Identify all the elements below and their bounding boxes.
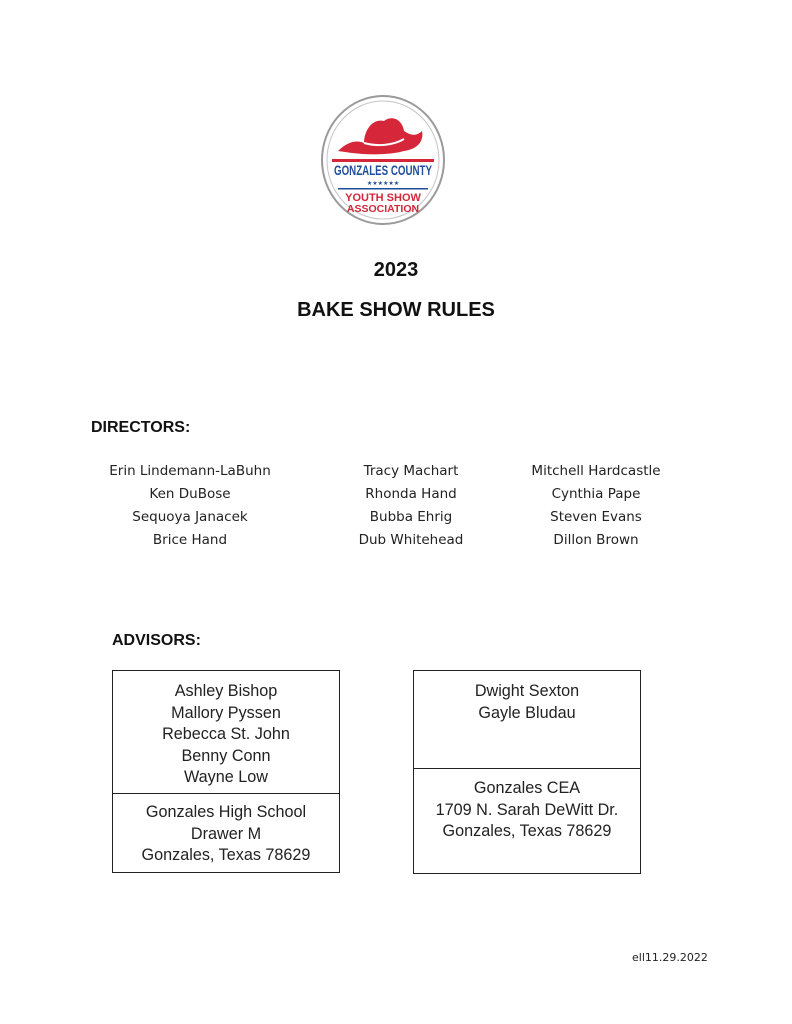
director-name: Steven Evans [550, 509, 642, 525]
revision-code: ell11.29.2022 [632, 951, 708, 964]
address-line: Gonzales High School [145, 803, 307, 821]
advisors-box-high-school [112, 670, 340, 873]
advisor-name: Mallory Pyssen [171, 703, 281, 722]
document-year: 2023 [373, 259, 419, 281]
advisor-name: Wayne Low [184, 768, 268, 786]
document-title: BAKE SHOW RULES [297, 299, 495, 321]
advisors-heading: ADVISORS: [112, 632, 201, 649]
address-line: Gonzales, Texas 78629 [141, 846, 311, 864]
logo-text-youth-show: YOUTH SHOW [345, 192, 421, 204]
advisor-address [113, 802, 339, 867]
address-line: 1709 N. Sarah DeWitt Dr. [435, 800, 619, 819]
advisor-name: Gayle Bludau [478, 703, 576, 722]
directors-heading: DIRECTORS: [91, 419, 191, 436]
director-name: Cynthia Pape [551, 486, 641, 502]
advisor-address [414, 778, 640, 843]
advisor-name: Ashley Bishop [174, 682, 278, 700]
director-name: Sequoya Janacek [132, 509, 248, 525]
director-name: Dub Whitehead [358, 532, 464, 548]
advisor-names [414, 671, 640, 724]
logo-text-county: GONZALES COUNTY [334, 162, 433, 178]
director-name: Erin Lindemann-LaBuhn [109, 463, 271, 479]
advisors-box-cea [413, 670, 641, 874]
directors-column-3 [520, 460, 672, 552]
association-logo [318, 93, 448, 228]
director-name: Brice Hand [152, 532, 228, 548]
director-name: Bubba Ehrig [369, 509, 453, 525]
directors-column-2 [340, 460, 482, 552]
box-divider [113, 793, 339, 794]
advisor-name: Benny Conn [181, 746, 271, 765]
address-line: Gonzales, Texas 78629 [442, 822, 612, 840]
address-line: Drawer M [190, 824, 262, 843]
director-name: Tracy Machart [363, 463, 459, 479]
advisor-names [113, 671, 339, 789]
directors-column-1 [100, 460, 280, 552]
box-divider [414, 768, 640, 769]
logo-text-association: ASSOCIATION [346, 203, 420, 215]
director-name: Dillon Brown [553, 532, 639, 548]
logo-stars: ★★★★★★ [366, 180, 400, 187]
director-name: Rhonda Hand [365, 486, 457, 502]
director-name: Mitchell Hardcastle [531, 463, 661, 479]
advisor-name: Dwight Sexton [474, 682, 580, 700]
director-name: Ken DuBose [149, 486, 231, 502]
address-line: Gonzales CEA [473, 779, 581, 797]
advisor-name: Rebecca St. John [162, 725, 290, 743]
